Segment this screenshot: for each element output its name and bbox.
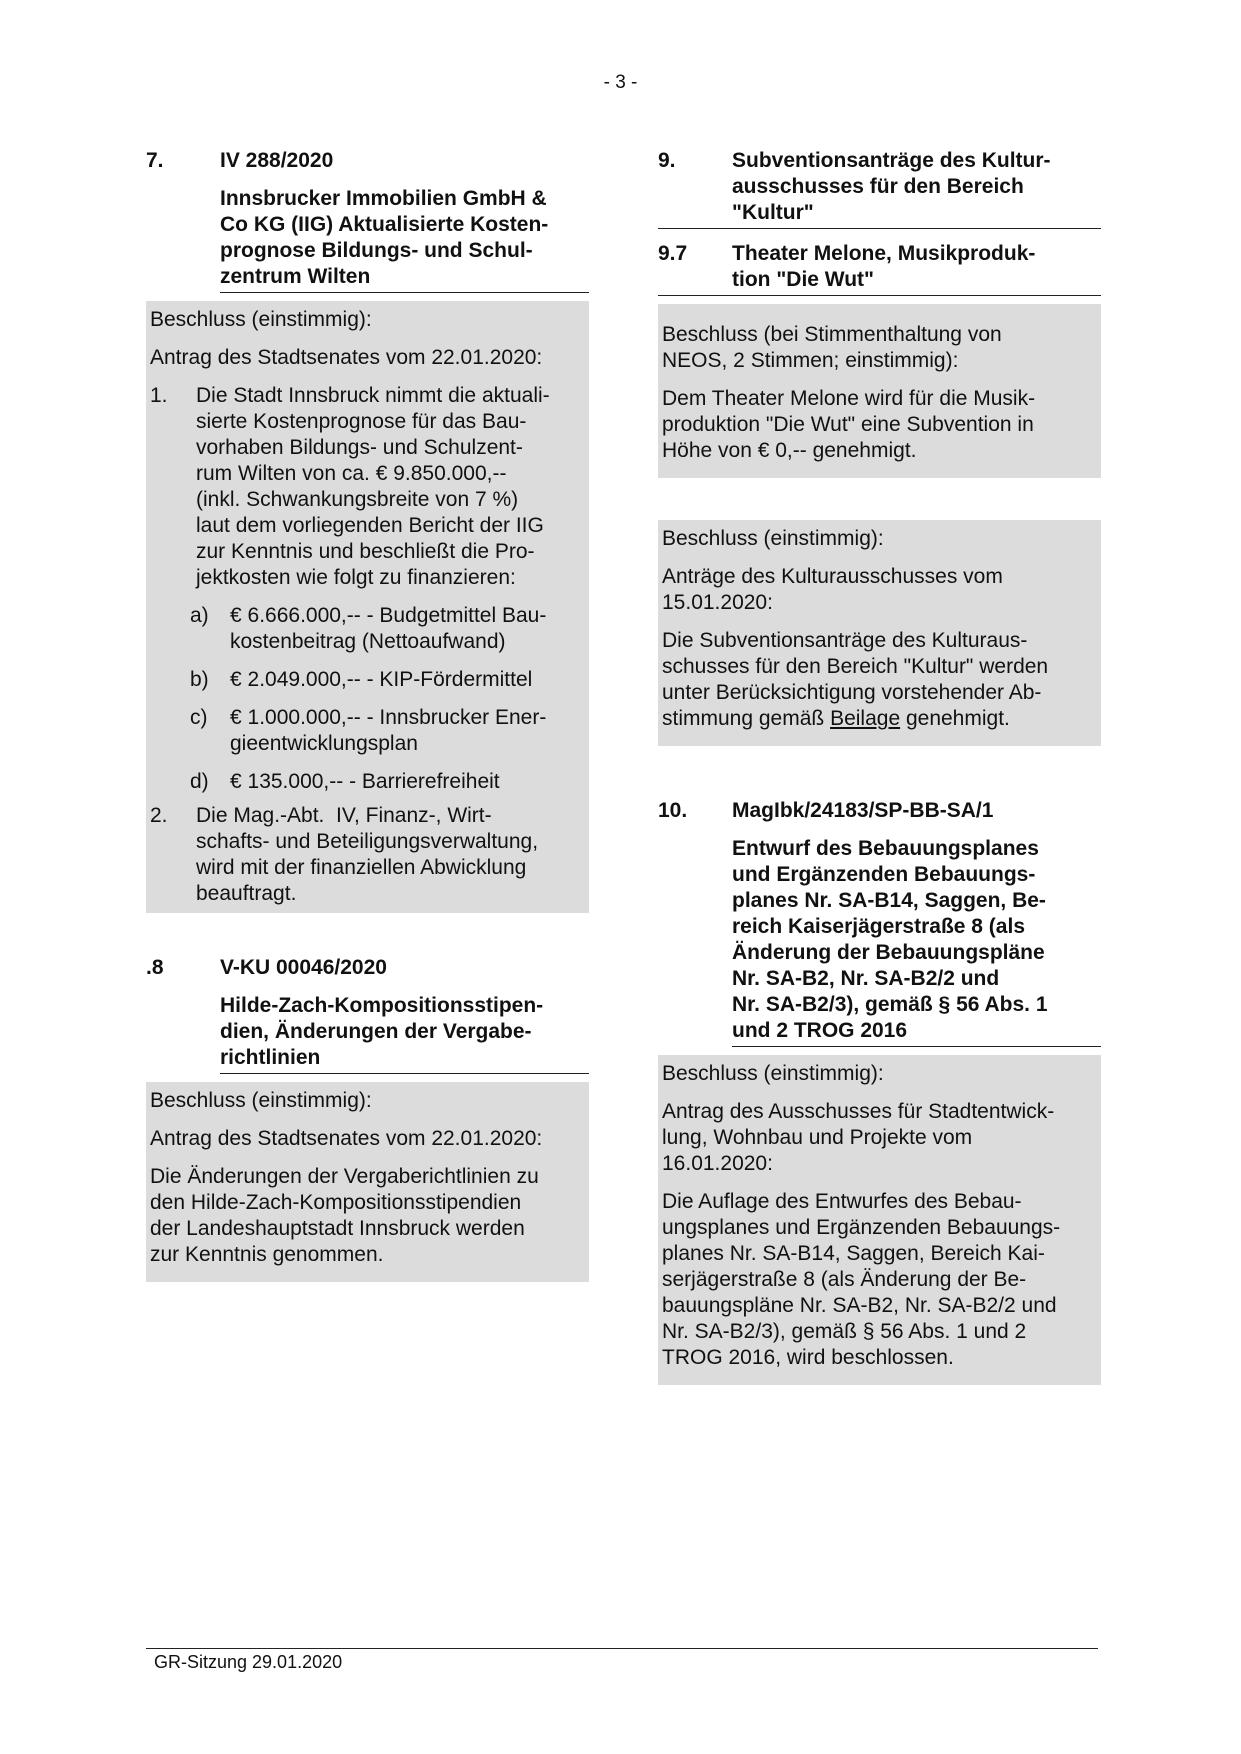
- decision-label: Beschluss (einstimmig):: [662, 1062, 884, 1085]
- sub-list-letter: b): [190, 668, 209, 691]
- list-number: 1.: [150, 384, 168, 407]
- text-line: Dem Theater Melone wird für die Musik-: [662, 387, 1036, 410]
- decision-label: Beschluss (einstimmig):: [150, 1089, 372, 1112]
- title-line: Subventionsanträge des Kultur-: [732, 149, 1051, 172]
- text-line: Die Subventionsanträge des Kulturaus-: [662, 629, 1028, 652]
- text-line: der Landeshauptstadt Innsbruck werden: [150, 1217, 525, 1240]
- text-line: Die Mag.-Abt. IV, Finanz-, Wirt-: [196, 804, 492, 827]
- sub-list-item: [190, 705, 585, 757]
- text-line: 16.01.2020:: [662, 1152, 773, 1175]
- text-line: wird mit der finanziellen Abwicklung: [196, 856, 527, 879]
- text-line: Anträge des Kulturausschusses vom: [662, 565, 1003, 588]
- item-8-resolution: [146, 1082, 589, 1282]
- text-line: unter Berücksichtigung vorstehender Ab-: [662, 681, 1042, 704]
- item-9-resolution: [658, 520, 1101, 746]
- title-line: und Ergänzenden Bebauungs-: [732, 863, 1036, 886]
- item-10-title: [732, 836, 1101, 1047]
- title-line: prognose Bildungs- und Schul-: [220, 239, 533, 262]
- item-7-title: [220, 186, 589, 293]
- text-line: gieentwicklungsplan: [230, 732, 418, 755]
- right-column: [658, 148, 1101, 1385]
- footer-text: GR-Sitzung 29.01.2020: [154, 1652, 343, 1672]
- agenda-item-9-heading: [658, 148, 1101, 229]
- sub-list-letter: c): [190, 706, 208, 729]
- text-line: kostenbeitrag (Nettoaufwand): [230, 630, 506, 653]
- text-line: € 6.666.000,-- - Budgetmittel Bau-: [230, 604, 547, 627]
- list-item: [150, 803, 585, 907]
- item-7-resolution: [146, 301, 589, 913]
- agenda-item-9-7-heading: [658, 241, 1101, 296]
- title-line: planes Nr. SA-B14, Saggen, Be-: [732, 889, 1046, 912]
- item-7-reference: IV 288/2020: [220, 149, 334, 172]
- sub-list-item: [190, 769, 585, 795]
- text-line: Die Stadt Innsbruck nimmt die aktuali-: [196, 384, 550, 407]
- item-10-resolution: [658, 1055, 1101, 1385]
- text-line: zur Kenntnis und beschließt die Pro-: [196, 540, 535, 563]
- item-9-number: 9.: [658, 149, 676, 172]
- text-line: vorhaben Bildungs- und Schulzent-: [196, 436, 523, 459]
- text-line: bauungspläne Nr. SA-B2, Nr. SA-B2/2 und: [662, 1294, 1057, 1317]
- agenda-item-10: [658, 798, 1101, 1385]
- item-7-number: 7.: [146, 149, 164, 172]
- sub-list-item: [190, 603, 585, 655]
- text-line: Nr. SA-B2/3), gemäß § 56 Abs. 1 und 2: [662, 1320, 1027, 1343]
- item-10-number: 10.: [658, 799, 688, 822]
- sub-list-letter: a): [190, 604, 209, 627]
- text-line: € 1.000.000,-- - Innsbrucker Ener-: [230, 706, 547, 729]
- text-line: zur Kenntnis genommen.: [150, 1243, 384, 1266]
- title-line: Entwurf des Bebauungsplanes: [732, 837, 1039, 860]
- text-line: laut dem vorliegenden Bericht der IIG: [196, 514, 544, 537]
- title-line: ausschusses für den Bereich: [732, 175, 1024, 198]
- text-line: NEOS, 2 Stimmen; einstimmig):: [662, 349, 959, 372]
- left-column: [146, 148, 589, 1282]
- text-fragment: stimmung gemäß: [662, 707, 831, 730]
- text-line: den Hilde-Zach-Kompositionsstipendien: [150, 1191, 522, 1214]
- text-line: € 2.049.000,-- - KIP-Fördermittel: [230, 668, 533, 691]
- text-line: schafts- und Beteiligungsverwaltung,: [196, 830, 539, 853]
- title-line: Nr. SA-B2/3), gemäß § 56 Abs. 1: [732, 993, 1048, 1016]
- text-line: Antrag des Ausschusses für Stadtentwick-: [662, 1100, 1055, 1123]
- text-line: TROG 2016, wird beschlossen.: [662, 1346, 954, 1369]
- item-8-title: [220, 993, 589, 1074]
- title-line: zentrum Wilten: [220, 265, 371, 288]
- title-line: tion "Die Wut": [732, 268, 875, 291]
- text-line: Die Änderungen der Vergaberichtlinien zu: [150, 1165, 539, 1188]
- title-line: "Kultur": [732, 201, 814, 224]
- item-9-7-number: 9.7: [658, 242, 688, 265]
- agenda-item-7: [146, 148, 589, 913]
- text-fragment: genehmigt.: [900, 707, 1010, 730]
- motion-label: Antrag des Stadtsenates vom 22.01.2020:: [150, 346, 543, 369]
- item-8-heading: [146, 955, 589, 981]
- text-line: Die Auflage des Entwurfes des Bebau-: [662, 1190, 1022, 1213]
- text-line: planes Nr. SA-B14, Saggen, Bereich Kai-: [662, 1242, 1045, 1265]
- text-line: rum Wilten von ca. € 9.850.000,--: [196, 462, 507, 485]
- text-line: beauftragt.: [196, 882, 297, 905]
- title-line: dien, Änderungen der Vergabe-: [220, 1020, 532, 1043]
- title-line: Innsbrucker Immobilien GmbH &: [220, 187, 547, 210]
- agenda-item-8: [146, 955, 589, 1282]
- item-10-heading: [658, 798, 1101, 824]
- item-9-7-resolution: [658, 304, 1101, 478]
- item-8-reference: V-KU 00046/2020: [220, 956, 387, 979]
- text-line: [662, 706, 1097, 732]
- item-7-heading: [146, 148, 589, 174]
- page-footer: [146, 1648, 1098, 1673]
- item-8-number: .8: [146, 956, 164, 979]
- text-line: (inkl. Schwankungsbreite von 7 %): [196, 488, 519, 511]
- text-line: Beschluss (bei Stimmenthaltung von: [662, 323, 1002, 346]
- title-line: Nr. SA-B2, Nr. SA-B2/2 und: [732, 967, 1000, 990]
- decision-label: Beschluss (einstimmig):: [150, 308, 372, 331]
- title-line: Hilde-Zach-Kompositionsstipen-: [220, 994, 544, 1017]
- text-line: produktion "Die Wut" eine Subvention in: [662, 413, 1034, 436]
- text-line: sierte Kostenprognose für das Bau-: [196, 410, 527, 433]
- beilage-link[interactable]: Beilage: [830, 707, 901, 730]
- sub-list-item: [190, 667, 585, 693]
- text-line: jektkosten wie folgt zu finanzieren:: [196, 566, 516, 589]
- text-line: schusses für den Bereich "Kultur" werden: [662, 655, 1049, 678]
- motion-label: Antrag des Stadtsenates vom 22.01.2020:: [150, 1127, 543, 1150]
- title-line: und 2 TROG 2016: [732, 1019, 908, 1042]
- item-10-reference: MagIbk/24183/SP-BB-SA/1: [732, 799, 994, 822]
- title-line: richtlinien: [220, 1046, 321, 1069]
- title-line: Änderung der Bebauungspläne: [732, 941, 1045, 964]
- list-item: [150, 383, 585, 591]
- list-number: 2.: [150, 804, 168, 827]
- text-line: € 135.000,-- - Barrierefreiheit: [230, 770, 500, 793]
- text-line: lung, Wohnbau und Projekte vom: [662, 1126, 973, 1149]
- title-line: reich Kaiserjägerstraße 8 (als: [732, 915, 1025, 938]
- text-line: Höhe von € 0,-- genehmigt.: [662, 439, 917, 462]
- title-line: Co KG (IIG) Aktualisierte Kosten-: [220, 213, 549, 236]
- text-line: serjägerstraße 8 (als Änderung der Be-: [662, 1268, 1027, 1291]
- text-line: 15.01.2020:: [662, 591, 773, 614]
- decision-label: Beschluss (einstimmig):: [662, 527, 884, 550]
- text-line: ungsplanes und Ergänzenden Bebauungs-: [662, 1216, 1061, 1239]
- title-line: Theater Melone, Musikproduk-: [732, 242, 1036, 265]
- sub-list-letter: d): [190, 770, 209, 793]
- page-number: - 3 -: [603, 72, 638, 93]
